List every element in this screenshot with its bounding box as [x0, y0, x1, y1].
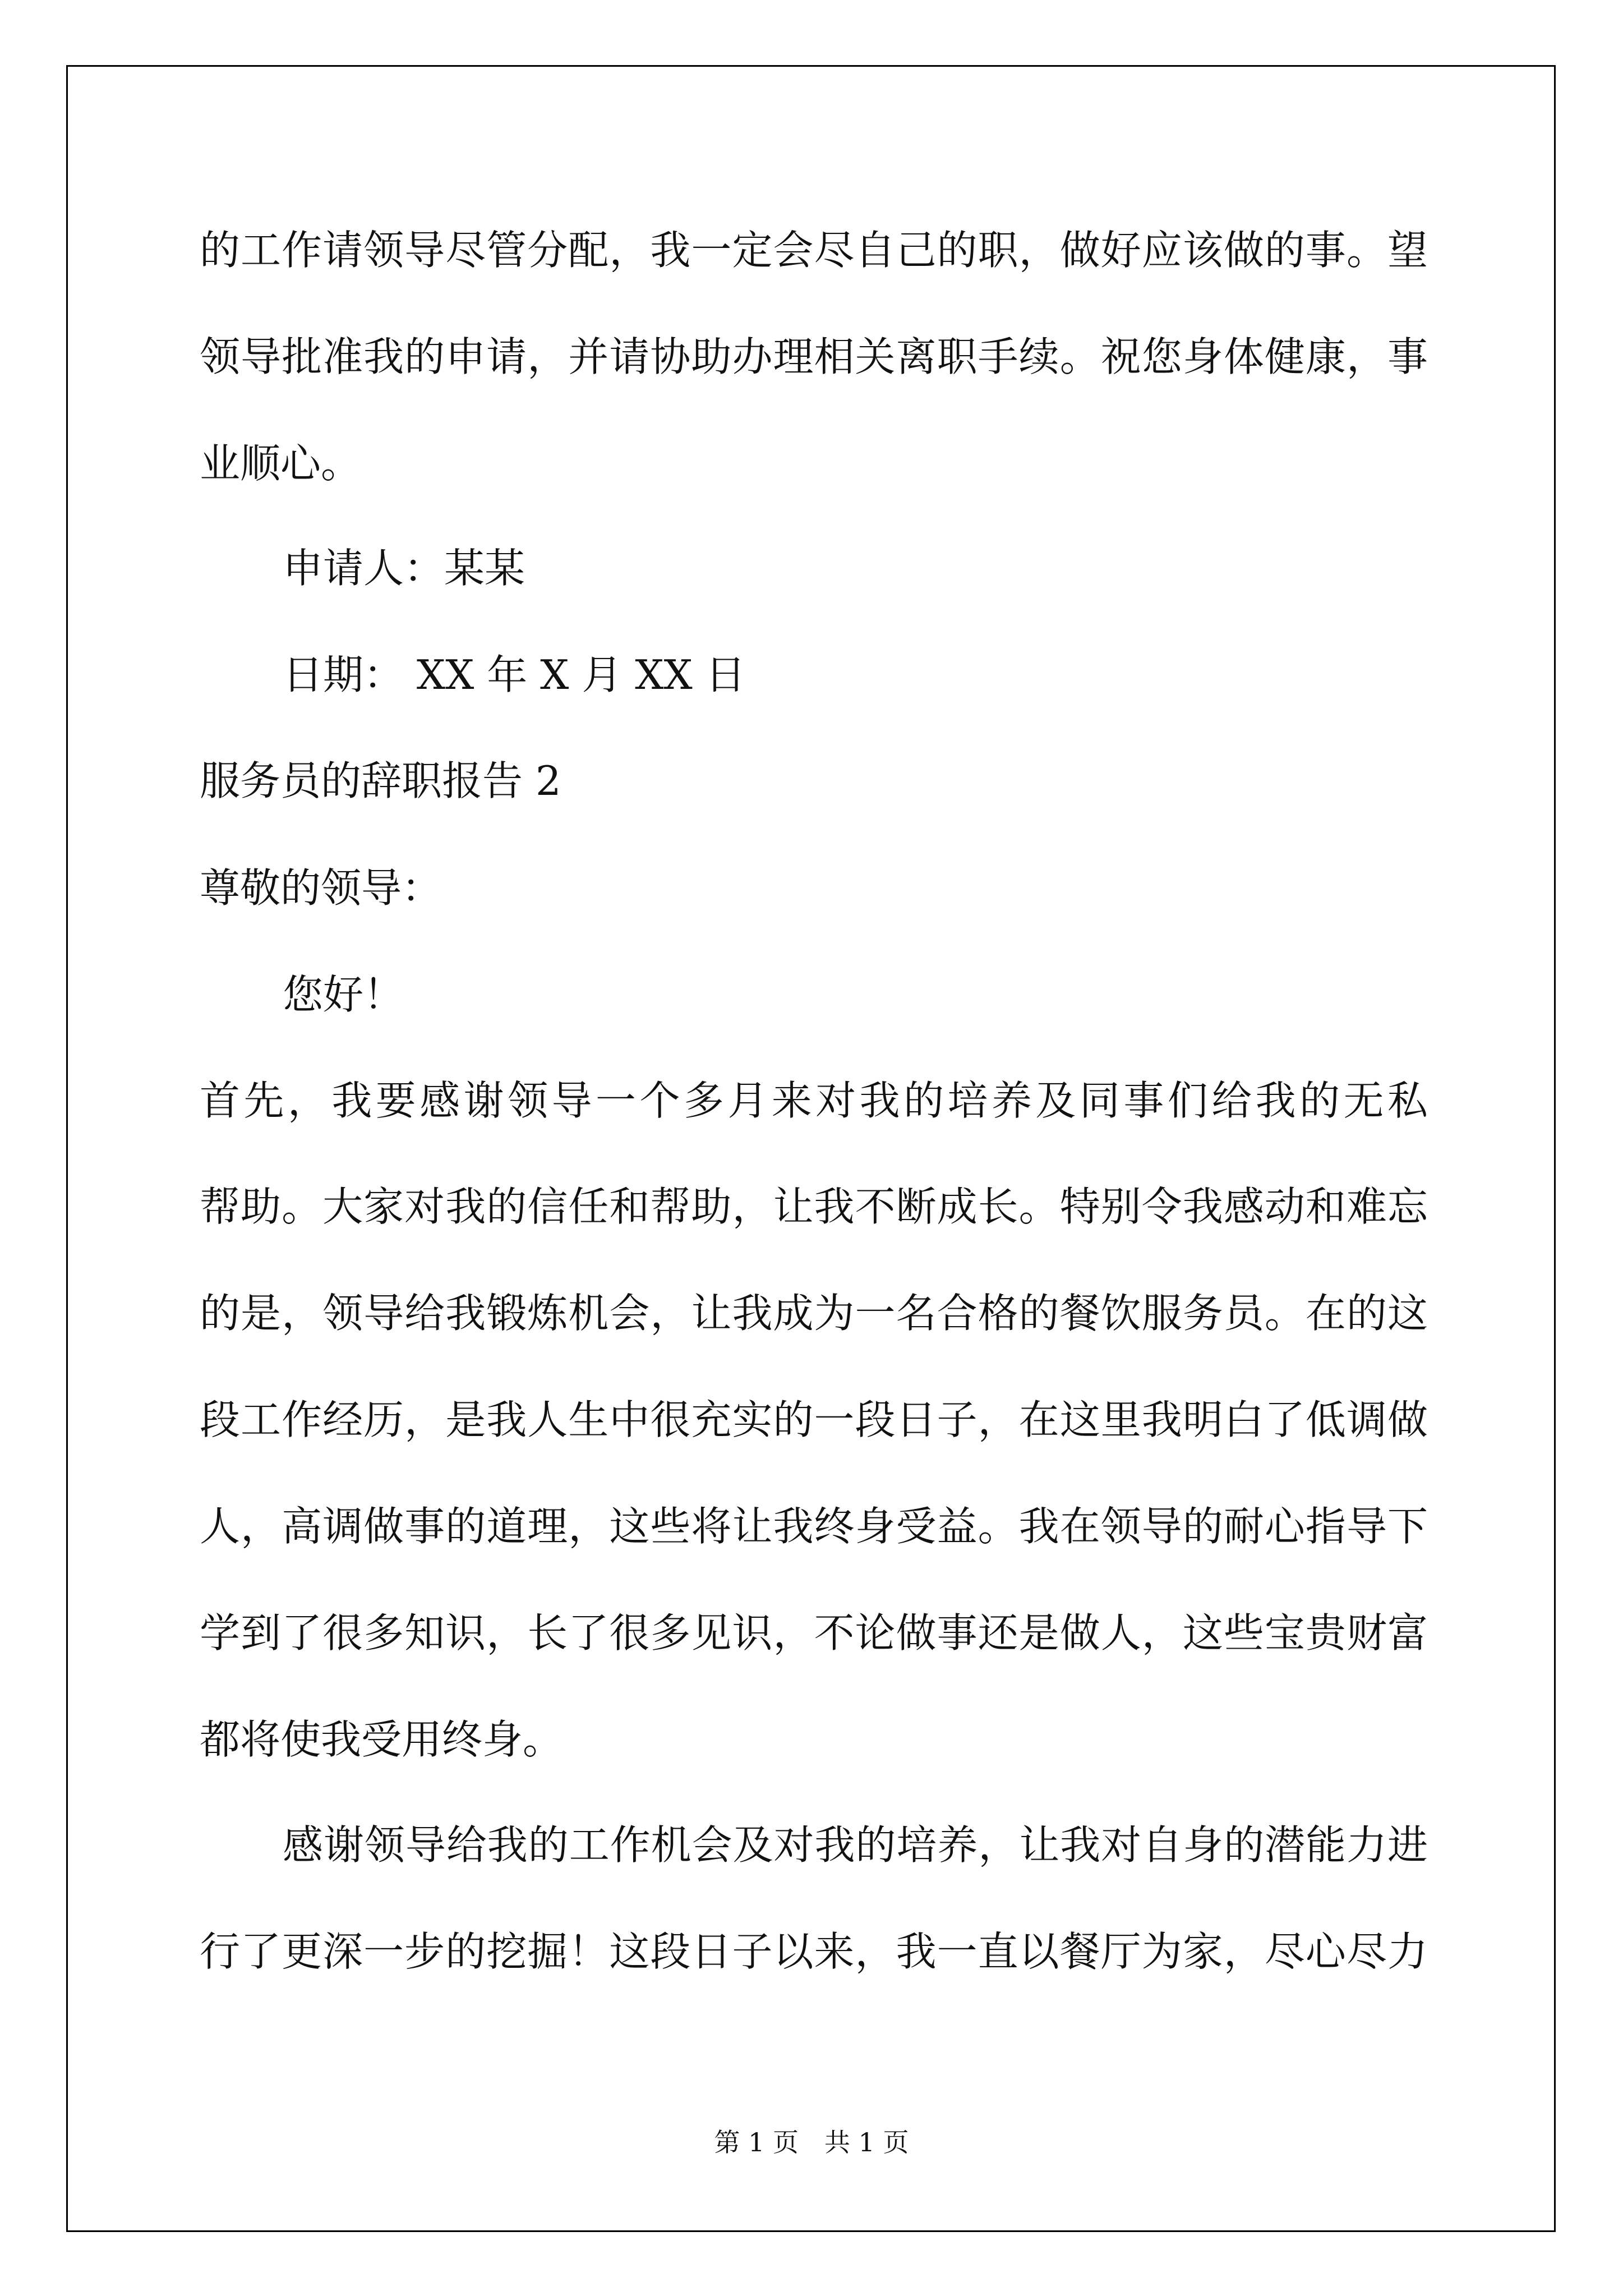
page-footer: 第 1 页 共 1 页 — [714, 2127, 909, 2157]
body-line: 的是，领导给我锻炼机会，让我成为一名合格的餐饮服务员。在的这 — [200, 1290, 1428, 1337]
salutation: 尊敬的领导： — [200, 864, 442, 912]
body-line: 业顺心。 — [200, 440, 362, 487]
body-line: 人，高调做事的道理，这些将让我终身受益。我在领导的耐心指导下 — [200, 1503, 1428, 1550]
body-line: 的工作请领导尽管分配，我一定会尽自己的职，做好应该做的事。望 — [200, 227, 1428, 274]
greeting: 您好！ — [283, 971, 404, 1018]
applicant-line: 申请人：某某 — [283, 545, 525, 592]
page-border — [66, 65, 1556, 2232]
body-line: 感谢领导给我的工作机会及对我的培养，让我对自身的潜能力进 — [283, 1821, 1428, 1869]
body-line: 学到了很多知识，长了很多见识，不论做事还是做人，这些宝贵财富 — [200, 1609, 1428, 1657]
body-line: 首先，我要感谢领导一个多月来对我的培养及同事们给我的无私 — [200, 1077, 1428, 1124]
section-title: 服务员的辞职报告 2 — [200, 757, 561, 804]
body-line: 段工作经历，是我人生中很充实的一段日子，在这里我明白了低调做 — [200, 1396, 1428, 1443]
date-line: 日期： XX 年 X 月 XX 日 — [283, 651, 746, 698]
body-line: 都将使我受用终身。 — [200, 1716, 564, 1763]
body-line: 领导批准我的申请，并请协助办理相关离职手续。祝您身体健康，事 — [200, 333, 1428, 380]
body-line: 帮助。大家对我的信任和帮助，让我不断成长。特别令我感动和难忘 — [200, 1183, 1428, 1230]
body-line: 行了更深一步的挖掘！这段日子以来，我一直以餐厅为家，尽心尽力 — [200, 1928, 1428, 1975]
